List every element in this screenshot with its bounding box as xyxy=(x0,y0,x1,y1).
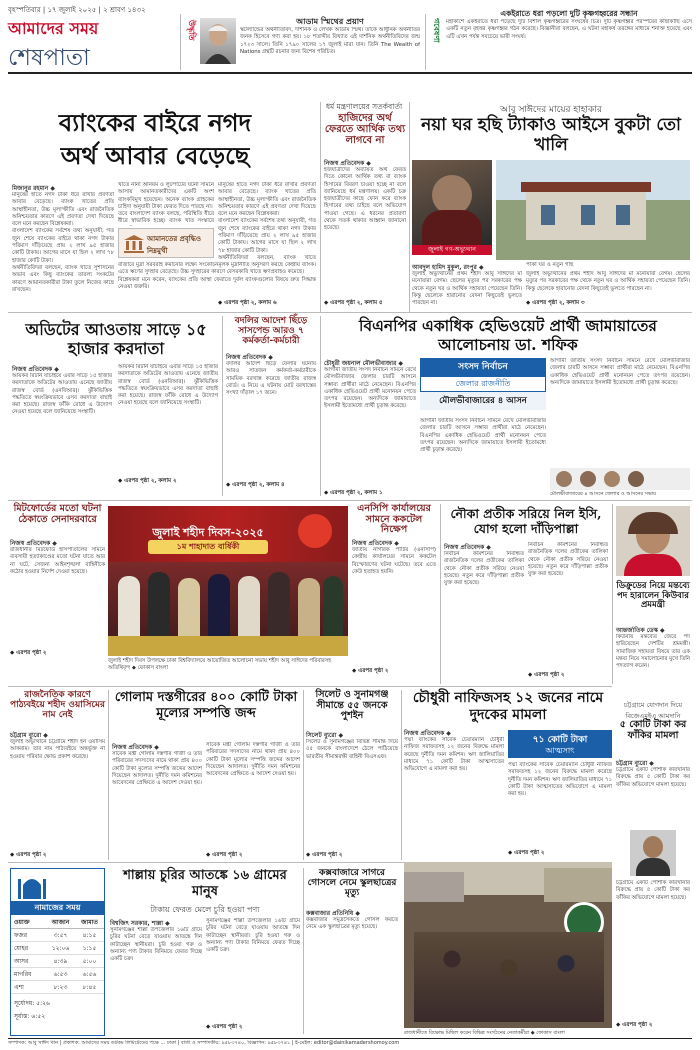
prayer-name: মাগরিব xyxy=(14,971,32,978)
prayer-name: আসর xyxy=(14,958,29,965)
date-line: বৃহস্পতিবার | ১৭ জুলাই ২০২৫ | ২ শ্রাবণ ১৪৩২ xyxy=(8,6,146,14)
transfer-byline: নিজস্ব প্রতিবেদক ◆ xyxy=(226,354,273,361)
prayer-times-box xyxy=(10,868,105,1036)
prayer-azan: ৩:৫৭ xyxy=(53,932,68,939)
prayer-header-row xyxy=(11,917,104,929)
theft-byline: বিশ্বজিৎ সরকার, শাল্লা ◆ xyxy=(110,920,170,927)
bank-icon xyxy=(123,234,145,254)
main-photo-caption: জুলাই শহীদ দিবস উপলক্ষে ঢাকা বিশ্ববিদ্যালয়ে আয়োজিত আলোচনা সভায় শহীদ আবু সাঈদের পরিবারসহ অতিথিবৃন্দ ◆ ফোকাস বাংলা xyxy=(108,658,332,671)
sylhet-byline: সিলেট ব্যুরো ◆ xyxy=(306,732,344,739)
protest-photo xyxy=(404,862,612,1028)
prayer-table xyxy=(11,917,104,1022)
audit-headline: অডিটের আওতায় সাড়ে ১৫ হাজার করদাতা xyxy=(25,320,207,358)
lead-body-4: মানুষের হাতে নগদ টাকা ধরে রাখার প্রবণতা আবার বেড়েছে। ব্যাংক খাতের প্রতি আস্থাহীনতা, উচ্চ মূল্যস্ফীতি এবং রাজনৈতিক অনিশ্চয়তার কারণে এই প্রবণতা দেখা দিয়েছে বলে মনে করছেন বিশ্লেষকরা। বাংলাদেশ ব্যাংকের সর্বশেষ তথ্য অনুযায়ী, গত জুন শেষে ব্যাংকের বাইরে থাকা নগদ টাকার পরিমাণ দাঁড়িয়েছে প্রায় ২ লাখ ৯৫ হাজার কোটি টাকায়। আগের মাসে যা ছিল ২ লাখ ৭৮ হাজার কোটি টাকা। অর্থনীতিবিদরা বলছেন, ব্যাংক খাতে xyxy=(218,182,316,260)
prayer-header-jamat: জামাত xyxy=(81,919,98,926)
prayer-azan: ৬:৫৩ xyxy=(53,971,68,978)
boat-headline: নৌকা প্রতীক সরিয়ে নিল ইসি, যোগ হলো দাঁড়িপাল্লা xyxy=(450,506,602,536)
theft-continued: ◆ এরপর পৃষ্ঠা ২ xyxy=(206,1024,243,1030)
hajj-body: হজযাত্রীদের অব্যয়িত অর্থ ফেরত দিতে কোনো আর্থিক তথ্য বা ব্যাংক হিসাবের বিবরণ চাওয়া হচ্ছে না বলে জানিয়েছে ধর্ম মন্ত্রণালয়। একটি চক্র হজযাত্রীদের কাছে ফোন করে ব্যাংক হিসাবের তথ্য চাইছে বলে অভিযোগ পাওয়া গেছে। এ ধরনের প্রতারণা থেকে সতর্ক থাকার আহ্বান জানানো হয়েছে। xyxy=(324,167,406,232)
deposit-graphic xyxy=(118,228,214,258)
bnp-box-2: জেলার রাজনীতি xyxy=(420,376,546,392)
quote-label: উদ্ধৃতি xyxy=(187,20,196,41)
theft-headline: শাল্লায় চুরির আতঙ্কে ১৬ গ্রামের মানুষ xyxy=(123,868,287,899)
prayer-azan: ১২:০৬ xyxy=(51,945,70,952)
kyiv-headline: ডিক্রুডের নিয়ে মন্তব্যে পদ হারালেন কিউবার প্রমমন্ত্রী xyxy=(616,581,690,611)
quote-text: স্কটল্যান্ডের অর্থনীতিবিদ, দার্শনিক ও লেখক আডাম স্মিথ। তাকে আধুনিক অর্থনীতির জনক হিসেবে গণ্য করা হয়। ১৮ শতাব্দীর বিখ্যাত এই দার্শনিক অর্থনীতিবিদের জন্ম ১৭২৩ সালে। তিনি ১৭৯০ সালের ১৭ জুলাই মারা যান। তিনি The Wealth of Nations গ্রন্থটি রচনার জন্য বিশেষ পরিচিত। xyxy=(240,27,420,55)
coxs-body: কক্সবাজার সমুদ্রসৈকতে গোসল করতে নেমে এক স্কুলছাত্রের মৃত্যু হয়েছে। xyxy=(306,917,398,931)
sylhet-body: সিলেট ও সুনামগঞ্জের বিভিন্ন সীমান্ত দিয়ে ৫৫ জনকে বাংলাদেশে ঠেলে পাঠিয়েছে ভারতীয় সীমান্তরক্ষী বাহিনী বিএসএফ। xyxy=(306,739,398,760)
metro-body: রাজধানীর মিটফোর্ড হাসপাতালের সামনে ব্যবসায়ী হত্যাকাণ্ডের মতো ঘটনা যাতে আর না ঘটে, সেজন্য আইনশৃঙ্খলা বাহিনীকে কঠোর হওয়ার নির্দেশ দেওয়া হয়েছে। xyxy=(10,547,105,575)
ncp-byline: নিজস্ব প্রতিবেদক ◆ xyxy=(352,540,399,547)
abu-sayed-continued: ◆ এরপর পৃষ্ঠা ২, কলাম ৩ xyxy=(526,300,585,306)
nafiz-byline: নিজস্ব প্রতিবেদক ◆ xyxy=(404,730,451,737)
prayer-row xyxy=(11,968,104,981)
kyiv-body: কিউবায় মন্তব্যের জেরে পদ হারিয়েছেন দেশটির শ্রমমন্ত্রী। সামাজিক সহায়তা বিষয়ে তার এক মন্তব্য নিয়ে সমালোচনার মুখে তিনি পদত্যাগ করেন। xyxy=(616,634,690,670)
lead-continued: ◆ এরপর পৃষ্ঠা ২, কলাম ৬ xyxy=(218,300,277,306)
candidates-photo-strip xyxy=(550,468,690,490)
bnp-body-3: আগামী জাতীয় সংসদ নির্বাচন সামনে রেখে মৌলভীবাজার জেলার চারটি আসনে সম্ভাব্য প্রার্থীরা মাঠে নেমেছেন। বিএনপির একাধিক হেভিওয়েট প্রার্থী মনোনয়ন পেতে তৎপর রয়েছেন। অন্যদিকে জামায়াতে ইসলামী ইতোমধ্যে প্রার্থী চূড়ান্ত করেছে। xyxy=(550,358,690,386)
ctg-body-2: চট্টগ্রামে একটি পোশাক কারখানার বিরুদ্ধে প্রায় ৫ কোটি টাকা কর ফাঁকির অভিযোগে মামলা হয়েছে। xyxy=(616,880,690,901)
audit-body: আয়কর রিটার্ন যাচাইয়ে এবার সাড়ে ১৫ হাজার করদাতাকে অডিটের আওতায় এনেছে জাতীয় রাজস্ব বোর্ড (এনবিআর)। ঝুঁকিভিত্তিক পদ্ধতিতে স্বয়ংক্রিয়ভাবে এসব করদাতা বাছাই করা হয়েছে। রাজস্ব ফাঁকি রোধে এ উদ্যোগ নেওয়া হয়েছে বলে জানিয়েছে সংস্থাটি। xyxy=(12,373,112,416)
july-martyr-day-photo xyxy=(108,506,348,656)
metro-headline: মিটফোর্ডের মতো ঘটনা ঠেকাতে সেনাদরবারে xyxy=(13,503,102,525)
prayer-azan: ৪:৩৯ xyxy=(53,958,68,965)
kyiv-byline: আন্তর্জাতিক ডেস্ক ◆ xyxy=(616,627,665,634)
nafiz-body: পদ্মা ব্যাংকের সাবেক চেয়ারম্যান চৌধুরী নাফিজ সরাফতসহ ১২ জনের বিরুদ্ধে মামলা করেছে দুর্নীতি দমন কমিশন। ঋণ জালিয়াতির মাধ্যমে ৭১ কোটি টাকা আত্মসাতের অভিযোগে এ মামলা করা হয়। xyxy=(404,737,504,773)
transfer-headline: বদলির আদেশ ছিঁড়ে সাসপেন্ড আরও ৭ কর্মকর্তা-কর্মচারী xyxy=(234,316,308,347)
ncp-continued: ◆ এরপর পৃষ্ঠা ২ xyxy=(352,668,389,674)
nafiz-body-2: পদ্মা ব্যাংকের সাবেক চেয়ারম্যান চৌধুরী নাফিজ সরাফতসহ ১২ জনের বিরুদ্ধে মামলা করেছে দুর্নীতি দমন কমিশন। ঋণ জালিয়াতির মাধ্যমে ৭১ কোটি টাকা আত্মসাতের অভিযোগে এ মামলা করা হয়। xyxy=(508,762,612,798)
golam-body-2: সাবেক মন্ত্রী গোলাম দস্তগীর গাজী ও তার পরিবারের সদস্যদের নামে থাকা প্রায় ৪০০ কোটি টাকা মূল্যের সম্পত্তি জব্দের আদেশ দিয়েছেন আদালত। দুর্নীতি দমন কমিশনের আবেদনের প্রেক্ষিতে এ আদেশ দেওয়া হয়। xyxy=(206,742,300,778)
lead-body-1: মানুষের হাতে নগদ টাকা ধরে রাখার প্রবণতা আবার বেড়েছে। ব্যাংক খাতের প্রতি আস্থাহীনতা, উচ্চ মূল্যস্ফীতি এবং রাজনৈতিক অনিশ্চয়তার কারণে এই প্রবণতা দেখা দিয়েছে বলে মনে করছেন বিশ্লেষকরা। বাংলাদেশ ব্যাংকের সর্বশেষ তথ্য অনুযায়ী, গত জুন শেষে ব্যাংকের বাইরে থাকা নগদ টাকার পরিমাণ দাঁড়িয়েছে প্রায় ২ লাখ ৯৫ হাজার কোটি টাকায়। আগের মাসে যা ছিল ২ লাখ ৭৮ হাজার কোটি টাকা। অর্থনীতিবিদরা বলছেন, ব্যাংক খাতে সুশাসনের অভাব এবং কিছু ব্যাংকের তারল্য সংকটের কারণে আমানতকারীরা টাকা তুলে নিজের কাছে রাখছেন। xyxy=(12,192,114,293)
prayer-header-waqt: ওয়াক্ত xyxy=(14,919,30,926)
golam-continued: ◆ এরপর পৃষ্ঠা ২ xyxy=(206,852,243,858)
abu-sayed-body: জুলাই অভ্যুত্থানের প্রথম শহীদ আবু সাঈদের মা মনোয়ারা বেগম। ছেলের মৃত্যুর পর সরকারের পক্ষ থেকে নতুন ঘর ও আর্থিক সহায়তা পেয়েছেন তিনি। কিন্তু ছেলেকে হারানোর বেদনা কিছুতেই ভুলতে পারছেন না। xyxy=(412,271,522,307)
bnp-continued: ◆ এরপর পৃষ্ঠা ২, কলাম ১ xyxy=(324,490,383,496)
ctg-kicker: চট্টগ্রামে যোগদান দিয়ে বিজেএমইএ আমদানি xyxy=(623,701,683,720)
theft-kicker: টাকায় ফেরত মেলে চুরি হওয়া পণ্য xyxy=(150,905,260,914)
wadud-body: জুলাই অভ্যুত্থানে চট্টগ্রামে শহীদ হন ওয়াসিম আকরাম। তার নাম পাঠ্যবইয়ে অন্তর্ভুক্ত না হওয়ায় পরিবার ক্ষোভ প্রকাশ করেছে। xyxy=(10,739,105,760)
audit-body-2: আয়কর রিটার্ন যাচাইয়ে এবার সাড়ে ১৫ হাজার করদাতাকে অডিটের আওতায় এনেছে জাতীয় রাজস্ব বোর্ড (এনবিআর)। ঝুঁকিভিত্তিক পদ্ধতিতে স্বয়ংক্রিয়ভাবে এসব করদাতা বাছাই করা হয়েছে। রাজস্ব ফাঁকি রোধে এ উদ্যোগ নেওয়া হয়েছে বলে জানিয়েছে সংস্থাটি। xyxy=(118,364,218,407)
ctg-headline: ৫ কোটি টাকা কর ফাঁকির মামলা xyxy=(619,719,687,741)
lead-headline-1: ব্যাংকের বাইরে নগদ xyxy=(58,108,252,137)
boat-byline: নিজস্ব প্রতিবেদক ◆ xyxy=(444,544,491,551)
prayer-row xyxy=(11,929,104,942)
bnp-headline: বিএনপির একাধিক হেভিওয়েট প্রার্থী জামায়াতের আলোচনায় ডা. শফিক xyxy=(359,316,657,354)
transfer-continued: ◆ এরপর পৃষ্ঠা ২, কলাম ৪ xyxy=(226,482,285,488)
wadud-continued: ◆ এরপর পৃষ্ঠা ২ xyxy=(10,852,47,858)
abu-sayed-headline: নয়া ঘর হছি ট্যাকাও আইসে বুকটা তো খালি xyxy=(421,115,681,155)
photo-banner-sub: ১ম শাহাদাত বার্ষিকী xyxy=(148,540,268,554)
ctg-byline: চট্টগ্রাম ব্যুরো ◆ xyxy=(616,760,654,767)
bnp-election-box xyxy=(420,358,546,414)
candidates-caption: মৌলভীবাজারের ৪ আসনে জেলার ও আসনের সভায় xyxy=(550,491,657,497)
wadud-byline: চট্টগ্রাম ব্যুরো ◆ xyxy=(10,732,48,739)
photo-banner-title: জুলাই শহীদ দিবস-২০২৫ xyxy=(152,526,264,539)
research-title: একইরাতে ধরা পড়লো দুটি কৃষ্ণগহ্বরের সন্ধান xyxy=(500,9,638,18)
nafiz-box-2: আত্মসাৎ xyxy=(545,746,575,755)
boat-body-2: নির্বাচন কমিশনের নিবন্ধিত রাজনৈতিক দলের প্রতীকের তালিকা থেকে নৌকা প্রতীক সরিয়ে নেওয়া হয়েছে। নতুন করে দাঁড়িপাল্লা প্রতীক যুক্ত করা হয়েছে। xyxy=(528,542,608,578)
abu-sayed-body-2: জুলাই অভ্যুত্থানের প্রথম শহীদ আবু সাঈদের মা মনোয়ারা বেগম। ছেলের মৃত্যুর পর সরকারের পক্ষ থেকে নতুন ঘর ও আর্থিক সহায়তা পেয়েছেন তিনি। কিন্তু ছেলেকে হারানোর বেদনা কিছুতেই ভুলতে পারছেন না। xyxy=(526,271,690,292)
metro-byline: নিজস্ব প্রতিবেদক ◆ xyxy=(10,540,57,547)
protest-caption: রাজধানীতে বিক্ষোভ মিছিল করেন বিভিন্ন সংগঠনের নেতাকর্মীরা ◆ ফোকাস বাংলা xyxy=(404,1030,565,1036)
quote-title: আডাম স্মিথের প্রয়াণ xyxy=(296,17,364,26)
golam-byline: নিজস্ব প্রতিবেদক ◆ xyxy=(112,744,159,751)
abu-sayed-house-photo xyxy=(496,160,690,260)
abu-sayed-kicker: আবু সাঈদের মায়ের হাহাকার xyxy=(500,105,602,115)
ncp-headline: এনসিপি কার্যালয়ের সামনে ককটেল নিক্ষেপ xyxy=(357,503,431,536)
lead-body-3: বাজারে মুদ্রা সরবরাহ কমানোর লক্ষ্যে সংকোচনমূলক মুদ্রানীতি অনুসরণ করছে কেন্দ্রীয় ব্যাংক। এতে ঋণের সুদহার বেড়েছে। উচ্চ সুদহারের কারণে বেসরকারি খাতে ঋণপ্রবাহও কমেছে। বিশ্লেষকরা মনে করেন, ব্যাংকের প্রতি আস্থা ফেরাতে দুর্বল ব্যাংকগুলোর বিষয়ে দ্রুত সিদ্ধান্ত নেওয়া জরুরি। xyxy=(118,262,316,290)
minister-portrait xyxy=(616,506,690,576)
audit-continued: ◆ এরপর পৃষ্ঠা ২, কলাম ২ xyxy=(118,478,177,484)
footer-imprint: সম্পাদক: আবু সাঈদ খান | প্রকাশক: আমাদের সময় ডটকম লিমিটেডের পক্ষে ... ঢাকা | বার্তা ও সম্পাদকীয়: ৯৫৮৩৭৪০, বিজ্ঞাপন: ৯৫৮৩৭৪১ | ই-মেইল: editor@dainikamadershomoy.com xyxy=(8,1040,400,1046)
section-title: শেষপাতা xyxy=(8,45,90,71)
sunset: সূর্যাস্ত: ৬:৫২ xyxy=(14,1013,46,1020)
hajj-continued: ◆ এরপর পৃষ্ঠা ২, কলাম ৫ xyxy=(324,300,383,306)
research-text: মহাকাশে একইরাতে ধরা পড়েছে দুটি বিশাল কৃষ্ণগহ্বরের সংঘর্ষের চিত্র। দুটি কৃষ্ণগহ্বর পরস্পরের কাছাকাছি এসে একটি নতুন বৃহত্তর কৃষ্ণগহ্বর গঠন করেছে। বিজ্ঞানীরা বলছেন, এ ঘটনা মহাকর্ষ তরঙ্গের মাধ্যমে শনাক্ত হয়েছে এবং এটি এখন পর্যন্ত সবচেয়ে ভারী সংঘর্ষ। xyxy=(446,19,692,40)
abu-sayed-byline: আবদুল হামিদ মুকুল, রংপুর ◆ xyxy=(412,264,484,271)
prayer-jamat: ৬:৫৬ xyxy=(82,971,97,978)
boat-continued: ◆ এরপর পৃষ্ঠা ২ xyxy=(528,672,565,678)
hajj-byline: নিজস্ব প্রতিবেদক ◆ xyxy=(324,160,371,167)
nafiz-headline: চৌধুরী নাফিজসহ ১২ জনের নামে দুদকের মামলা xyxy=(412,690,604,723)
ctg-continued: ◆ এরপর পৃষ্ঠা ২ xyxy=(616,1022,653,1028)
sylhet-continued: ◆ এরপর পৃষ্ঠা ২ xyxy=(306,852,343,858)
prayer-name: যোহর xyxy=(14,945,29,952)
audit-byline: নিজস্ব প্রতিবেদক ◆ xyxy=(12,366,59,373)
nafiz-box-1: ৭১ কোটি টাকা xyxy=(532,735,588,745)
wadud-headline: রাজনৈতিক কারণে পাঠ্যবইয়ে শহীদ ওয়াসিমের নাম নেই xyxy=(10,690,105,721)
bnp-body: আগামী জাতীয় সংসদ নির্বাচন সামনে রেখে মৌলভীবাজার জেলার চারটি আসনে সম্ভাব্য প্রার্থীরা মাঠে নেমেছেন। বিএনপির একাধিক হেভিওয়েট প্রার্থী মনোনয়ন পেতে তৎপর রয়েছেন। অন্যদিকে জামায়াতে ইসলামী ইতোমধ্যে প্রার্থী চূড়ান্ত করেছে। xyxy=(324,367,416,410)
metro-continued: ◆ এরপর পৃষ্ঠা ২ xyxy=(10,650,47,656)
prayer-azan: ৮:২৩ xyxy=(53,984,68,991)
boat-body: নির্বাচন কমিশনের নিবন্ধিত রাজনৈতিক দলের প্রতীকের তালিকা থেকে নৌকা প্রতীক সরিয়ে নেওয়া হয়েছে। নতুন করে দাঁড়িপাল্লা প্রতীক যুক্ত করা হয়েছে। xyxy=(444,551,524,587)
nafiz-continued: ◆ এরপর পৃষ্ঠা ২ xyxy=(508,850,545,856)
bnp-byline-place: মৌলভীবাজার ◆ xyxy=(362,360,403,367)
ncp-body: জাতীয় নাগরিক পার্টির (এনসিপি) কেন্দ্রীয় কার্যালয়ের সামনে ককটেল বিস্ফোরণের ঘটনা ঘটেছে। তবে এতে কেউ হতাহত হয়নি। xyxy=(352,547,436,575)
prayer-jamat: ৮:৪৫ xyxy=(82,984,97,991)
prayer-header-azan: আজান xyxy=(51,919,70,926)
mosque-icon xyxy=(17,873,47,899)
prayer-jamat: ৪:১৫ xyxy=(82,932,97,939)
prayer-name: এশা xyxy=(14,984,24,991)
prayer-jamat: ৫:০০ xyxy=(82,958,97,965)
deposit-graphic-caption: আমানতের প্রবৃদ্ধিও নিম্নমুখী xyxy=(147,235,202,255)
theft-body: সুনামগঞ্জের শাল্লা উপজেলার ১৬টি গ্রামে চুরির ঘটনা বেড়ে যাওয়ায় আতঙ্কে দিন কাটাচ্ছেন স্থানীয়রা। চুরি হওয়া গরু ও অন্যান্য পণ্য টাকার বিনিময়ে ফেরত দিচ্ছে একটি চক্র। xyxy=(110,927,202,963)
coxs-byline: কক্সবাজার প্রতিনিধি ◆ xyxy=(306,910,360,917)
bnp-byline-name: চৌধুরী জয়নাল xyxy=(324,360,361,367)
coxs-headline: কক্সবাজারে সাগরে গোসলে নেমে স্কুলছাত্রের মৃত্যু xyxy=(307,868,397,899)
golam-headline: গোলাম দস্তগীরের ৪০০ কোটি টাকা মূল্যের সম্পত্তি জব্দ xyxy=(114,690,298,721)
prayer-name: ফজর xyxy=(14,932,28,939)
research-label: গবেষণা xyxy=(432,18,441,43)
logo: আমাদের সময় xyxy=(8,19,99,38)
transfer-body: বদলির আদেশ ছিঁড়ে ফেলার ঘটনায় আরও সাতজন কর্মকর্তা-কর্মচারীকে সাময়িক বরখাস্ত করেছে জাতীয় রাজস্ব বোর্ড। এ নিয়ে এ ঘটনায় মোট বরখাস্তের সংখ্যা দাঁড়াল ১৭ জনে। xyxy=(226,361,316,397)
sunrise: সূর্যোদয়: ৫:২৬ xyxy=(14,1000,50,1007)
prayer-row xyxy=(11,955,104,968)
prayer-jamat: ১:১৫ xyxy=(82,945,97,952)
theft-body-2: সুনামগঞ্জের শাল্লা উপজেলার ১৬টি গ্রামে চুরির ঘটনা বেড়ে যাওয়ায় আতঙ্কে দিন কাটাচ্ছেন স্থানীয়রা। চুরি হওয়া গরু ও অন্যান্য পণ্য টাকার বিনিময়ে ফেরত দিচ্ছে একটি চক্র। xyxy=(206,918,300,954)
bnp-box-1: সংসদ নির্বাচন xyxy=(420,358,546,376)
golam-body: সাবেক মন্ত্রী গোলাম দস্তগীর গাজী ও তার পরিবারের সদস্যদের নামে থাকা প্রায় ৪০০ কোটি টাকা মূল্যের সম্পত্তি জব্দের আদেশ দিয়েছেন আদালত। দুর্নীতি দমন কমিশনের আবেদনের প্রেক্ষিতে এ আদেশ দেওয়া হয়। xyxy=(112,751,202,787)
sylhet-headline: সিলেট ও সুনামগঞ্জ সীমান্তে ৫৫ জনকে পুশইন xyxy=(315,689,389,722)
prayer-title: নামাজের সময় xyxy=(11,901,104,915)
bnp-body-2: আগামী জাতীয় সংসদ নির্বাচন সামনে রেখে মৌলভীবাজার জেলার চারটি আসনে সম্ভাব্য প্রার্থীরা মাঠে নেমেছেন। বিএনপির একাধিক হেভিওয়েট প্রার্থী মনোনয়ন পেতে তৎপর রয়েছেন। অন্যদিকে জামায়াতে ইসলামী ইতোমধ্যে প্রার্থী চূড়ান্ত করেছে। xyxy=(420,418,546,454)
hajj-headline: হাজিদের অর্থ ফেরতে আর্থিক তথ্য লাগবে না xyxy=(324,113,406,147)
nafiz-amount-box xyxy=(508,730,612,758)
lead-headline-2: অর্থ আবার বেড়েছে xyxy=(60,141,250,170)
ctg-portrait xyxy=(630,830,676,876)
hajj-kicker: ধর্ম মন্ত্রণালয়ের সতর্কবার্তা xyxy=(325,102,403,111)
abu-sayed-photo-label: জুলাই গণ-অভ্যুত্থান xyxy=(412,245,492,255)
bnp-box-3: মৌলভীবাজারের ৪ আসন xyxy=(420,392,546,410)
lead-body-2: খাতে নানা অনিয়ম ও লুটপাটের ঘটনা সামনে আসায় আমানতকারীদের একটি অংশ ব্যাংকবিমুখ হয়েছেন। অনেক ব্যাংক গ্রাহকের চাহিদা অনুযায়ী টাকা ফেরত দিতে পারছে না। তবে বাংলাদেশ ব্যাংক বলছে, পরিস্থিতি ধীরে ধীরে স্বাভাবিক হচ্ছে। ব্যাংক খাত সংস্কারে xyxy=(118,182,214,225)
abu-sayed-mother-photo xyxy=(412,160,492,245)
ctg-body: চট্টগ্রামে একটি পোশাক কারখানার বিরুদ্ধে প্রায় ৫ কোটি টাকা কর ফাঁকির অভিযোগে মামলা হয়েছে। xyxy=(616,767,690,788)
abu-sayed-photo-caption: পাকা ঘর ও নতুন গাছ xyxy=(526,262,574,268)
lead-byline: মিজানুর রহমান ◆ xyxy=(12,185,55,192)
adam-smith-portrait xyxy=(200,18,236,64)
prayer-row xyxy=(11,981,104,994)
prayer-row xyxy=(11,942,104,955)
